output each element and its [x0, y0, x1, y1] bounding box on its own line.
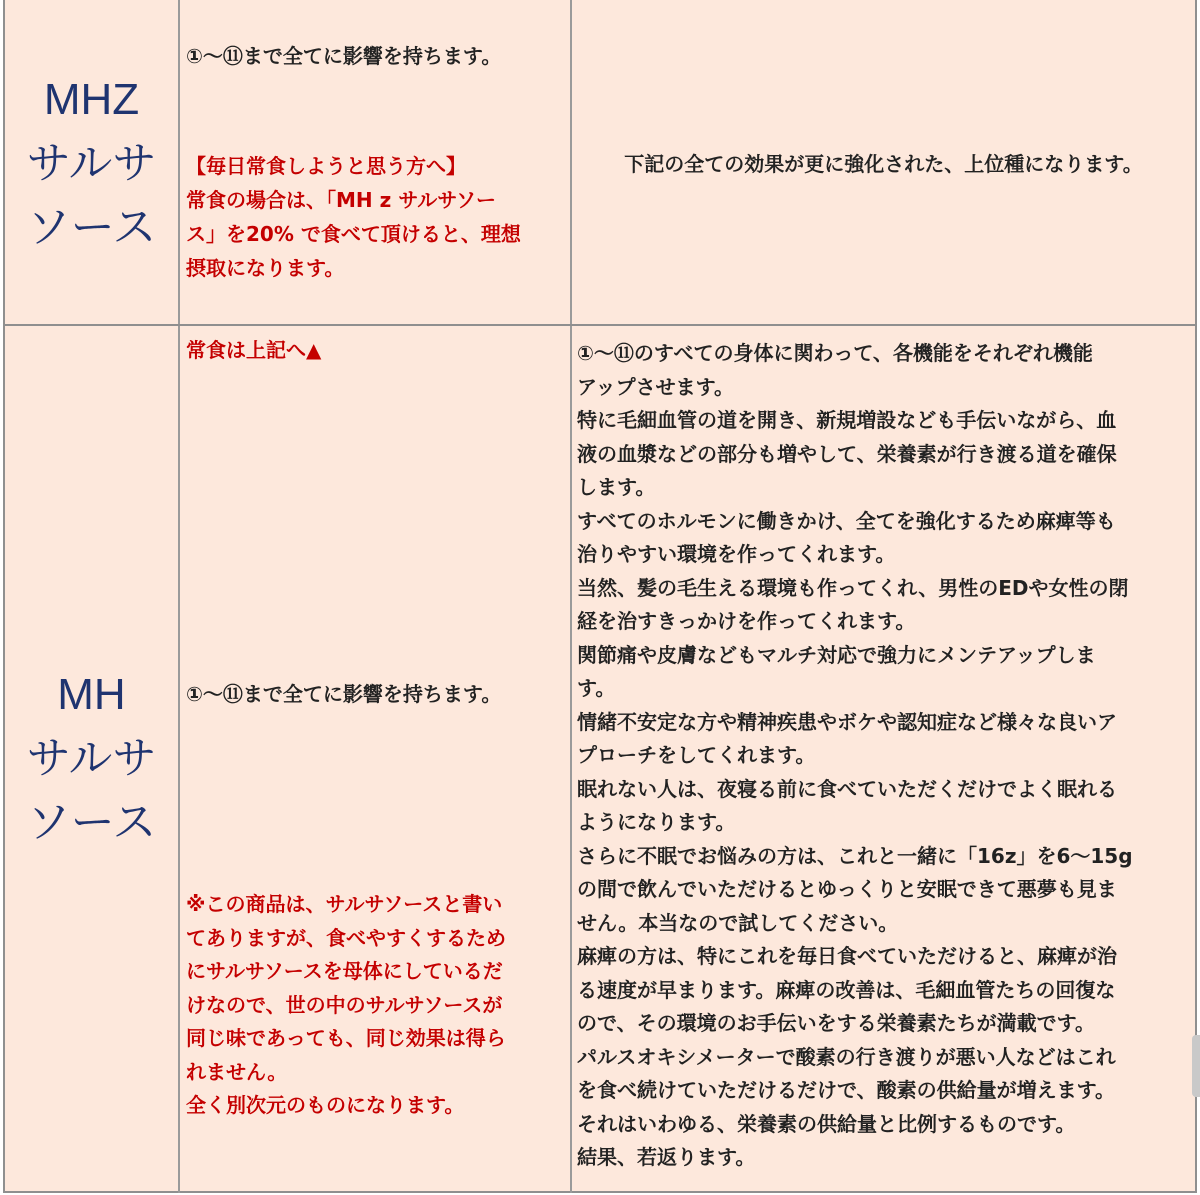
- table-row-mh: [5, 326, 1195, 1193]
- product-name-line: MH: [57, 670, 126, 719]
- note-line: けなので、世の中のサルサソースが: [186, 992, 503, 1017]
- note-line: 同じ味であっても、同じ効果は得ら: [186, 1026, 506, 1050]
- product-name-line: サルサ: [26, 139, 157, 188]
- product-name-line: ソース: [26, 798, 157, 847]
- product-name-cell: [5, 326, 180, 1193]
- description-line: 眠れない人は、夜寝る前に食べていただくだけでよく眠れる: [577, 776, 1117, 801]
- product-name-line: ソース: [26, 203, 157, 252]
- product-name-cell: [5, 0, 180, 324]
- table-row-mhz: [5, 0, 1195, 326]
- description-line: します。: [577, 475, 656, 499]
- product-name-line: サルサ: [26, 734, 157, 783]
- description-text: [577, 337, 1133, 1175]
- influence-cell: [180, 326, 572, 1193]
- description-line: 情緒不安定な方や精神疾患やボケや認知症など様々な良いア: [577, 709, 1117, 734]
- description-cell: [572, 0, 1195, 324]
- daily-note-line: 常食の場合は、「MH z サルサソー: [186, 188, 497, 212]
- description-line: 治りやすい環境を作ってくれます。: [577, 542, 896, 566]
- description-line: 特に毛細血管の道を開き、新規増設なども手伝いながら、血: [577, 408, 1117, 432]
- description-line: 関節痛や皮膚などもマルチ対応で強力にメンテアップしま: [577, 642, 1096, 667]
- description-line: ようになります。: [577, 810, 736, 834]
- description-line: 麻痺の方は、特にこれを毎日食べていただけると、麻痺が治: [577, 944, 1117, 968]
- description-line: 液の血漿などの部分も増やして、栄養素が行き渡る道を確保: [577, 441, 1117, 466]
- daily-note-title: 【毎日常食しようと思う方へ】: [186, 154, 466, 178]
- description-line: る速度が早まります。麻痺の改善は、毛細血管たちの回復な: [577, 977, 1116, 1002]
- note-line: にサルサソースを母体にしているだ: [186, 959, 503, 983]
- description-line: さらに不眠でお悩みの方は、これと一緒に「16z」を6〜15g: [577, 843, 1133, 868]
- description-line: ①〜⑪のすべての身体に関わって、各機能をそれぞれ機能: [577, 341, 1093, 365]
- note-line: ※この商品は、サルサソースと書い: [186, 892, 503, 916]
- description-cell: [572, 326, 1195, 1193]
- note-line: てありますが、食べやすくするため: [186, 925, 506, 950]
- description-line: せん。本当なので試してください。: [577, 910, 899, 935]
- description-line: プローチをしてくれます。: [577, 743, 816, 767]
- description-line: 経を治すきっかけを作ってくれます。: [577, 609, 916, 633]
- description-line: ので、その環境のお手伝いをする栄養素たちが満載です。: [577, 1011, 1095, 1035]
- description-line: の間で飲んでいただけるとゆっくりと安眠できて悪夢も見ま: [577, 877, 1117, 901]
- description-line: 当然、髪の毛生える環境も作ってくれ、男性のEDや女性の閉: [577, 575, 1129, 600]
- description-line: パルスオキシメーターで酸素の行き渡りが悪い人などはこれ: [577, 1044, 1116, 1069]
- description-line: それはいわゆる、栄養素の供給量と比例するものです。: [577, 1111, 1076, 1136]
- daily-note-line: ス」を20% で食べて頂けると、理想: [186, 222, 521, 246]
- influence-cell: [180, 0, 572, 324]
- daily-note-line: 摂取になります。: [186, 256, 345, 280]
- product-name-line: MHZ: [43, 75, 140, 124]
- description-line: アップさせます。: [577, 374, 734, 399]
- influence-text: ①〜⑪まで全てに影響を持ちます。: [186, 682, 502, 706]
- product-table: [3, 0, 1197, 1193]
- daily-reference: 常食は上記へ▲: [186, 338, 322, 362]
- description-line: 結果、若返ります。: [577, 1145, 756, 1169]
- note-line: れません。: [186, 1059, 288, 1084]
- description-line: を食べ続けていただけるだけで、酸素の供給量が増えます。: [577, 1078, 1115, 1102]
- description-text: 下記の全ての効果が更に強化された、上位種になります。: [624, 152, 1143, 176]
- influence-text: ①〜⑪まで全てに影響を持ちます。: [186, 44, 502, 68]
- note-line: 全く別次元のものになります。: [186, 1093, 465, 1117]
- description-line: すべてのホルモンに働きかけ、全てを強化するため麻痺等も: [577, 508, 1116, 533]
- product-note: [186, 888, 506, 1123]
- scrollbar-handle[interactable]: [1192, 1035, 1200, 1097]
- description-line: す。: [577, 676, 616, 700]
